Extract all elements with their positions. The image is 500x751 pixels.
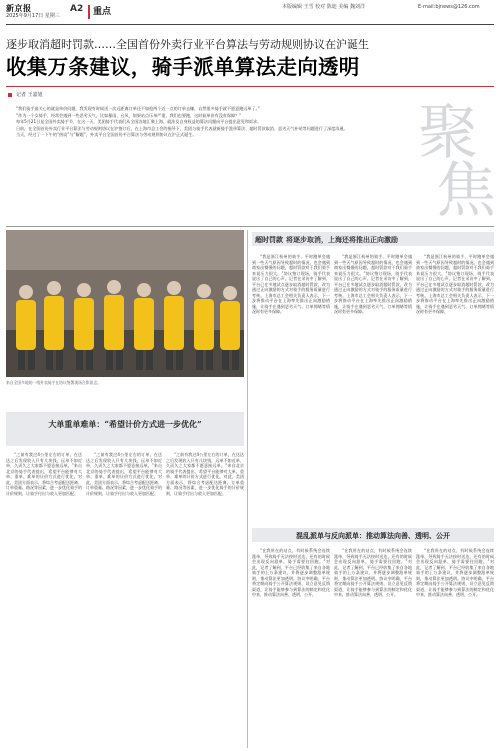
photo-caption: 来自全国多地的一线外卖骑手在协议签署现场合影留念。	[6, 380, 101, 385]
headline-kicker: 逐步取消超时罚款……全国首份外卖行业平台算法与劳动规则协议在沪诞生	[6, 38, 369, 51]
section3-text: “在我所在的站点，有时候系统会连续派单，导致骑手无法按时送达，还有的时候会出现反向派单，骑手需要往回跑。”对此，记者了解到，平台已经收集了来自各地骑手的上万条建议，并将逐步调整派单规则，推动算法更加透明。协议中明确，平台将定期向骑手公开算法规则，设立意见反馈渠道，让骑手能够参与到算法的制定和优化中来，推动算法向善、透明、公开。	[334, 548, 412, 598]
lead-text	[8, 106, 408, 198]
section1-text: “我是浙江杭州的骑手，平时跑单会遇到一些天气原因导致超时的情况，也会遇到商家出餐慢的问题，超时罚款对于我们骑手来说压力很大。”协议签订现场，骑手代表说出了自己的心声。记者在采访中了解到，平台已在多地试点逐步取消超时罚款，改为通过正向激励的方式对骑手的服务质量进行考核。上海市总工会相关负责人表示，下一步将推动平台在上海率先推出正向激励措施，让骑手在遇到恶劣天气、订单拥堵等情况时有更多保障。	[334, 254, 412, 315]
masthead-rule	[6, 24, 494, 25]
page-code: A2	[70, 4, 84, 14]
lead-paragraph: “我们骑手最关心的就是单价问题，我发现有时候送一次远距离订单还不如抢两个近一点的订单去赚，自然很多骑手就不愿意跑远单了。”	[16, 106, 260, 111]
lead-paragraph: “作为一个女骑手，经常会遇到一些恶劣天气，比如暴雨、台风，如果站点压单严重，我们也要跑，这时候单价有没有保障？”	[16, 112, 242, 118]
section-label: 重点	[93, 7, 112, 17]
group-photo-illustration	[6, 230, 244, 377]
section1-tag: 超时罚款	[255, 235, 283, 244]
section3-title: 混乱派单与反向派单：推动算法向善、透明、公开	[296, 531, 450, 540]
section1-col-2	[334, 254, 412, 524]
section3-text: “在我所在的站点，有时候系统会连续派单，导致骑手无法按时送达，还有的时候会出现反向派单，骑手需要往回跑。”对此，记者了解到，平台已经收集了来自各地骑手的上万条建议，并将逐步调整派单规则，推动算法更加透明。协议中明确，平台将定期向骑手公开算法规则，设立意见反馈渠道，让骑手能够参与到算法的制定和优化中来，推动算法向善、透明、公开。	[252, 548, 330, 598]
editor-credits: 本版编辑 王雪 校对 陈迪 美编 魏刘洋	[282, 4, 365, 10]
column-divider	[247, 230, 248, 748]
newspaper-logo: 新京报	[6, 3, 32, 13]
section3-col-3	[416, 548, 494, 748]
byline: 记者 王嘉旭	[16, 92, 43, 98]
issue-date: 2025年9月17日 星期三	[6, 13, 60, 19]
headline-main: 收集万条建议，骑手派单算法走向透明	[6, 55, 360, 79]
section-divider	[88, 5, 90, 19]
watermark-char-1: 聚	[418, 98, 478, 168]
contact-email: E-mail:bjnews@126.com	[418, 4, 480, 10]
lead-paragraph: 日前，在全国首份外卖行业平台算法与劳动规则协议在沪签订后，在上海市总工会的指导下，美团与骑手代表就新骑手派单算法、超时罚款取消、恶劣天气补贴等问题进行了深度沟通。	[16, 125, 348, 131]
section1-col-1	[252, 254, 330, 524]
section2-col-1	[6, 452, 82, 748]
section2-text: “之前有我过4公里左右的订单，在送达之后发现收入只有几块钱，远单不如近单，久而久之大家都不愿意接远单。”来自北京的骑手代表提出，希望平台能够对大单、重单、难单的计价方式进行优化。对此，美团方面表示，将综合考虑配送距离、订单重量、路况等因素，进一步优化骑手的计价规则，让骑手付出与收入更加匹配。	[86, 452, 162, 496]
group-photo	[6, 230, 244, 377]
section2-col-2	[86, 452, 162, 748]
section1-col-3	[416, 254, 494, 524]
lead-paragraph: 当天，经过了一下午的“热谈”与“解题”，外卖平台全国首份平台算法与劳动规则协议在沪正式诞生。	[16, 132, 197, 138]
section2-text: “之前有我过4公里左右的订单，在送达之后发现收入只有几块钱，远单不如近单，久而久之大家都不愿意接远单。”来自北京的骑手代表提出，希望平台能够对大单、重单、难单的计价方式进行优化。对此，美团方面表示，将综合考虑配送距离、订单重量、路况等因素，进一步优化骑手的计价规则，让骑手付出与收入更加匹配。	[6, 452, 82, 496]
section3-col-2	[334, 548, 412, 748]
section1-text: “我是浙江杭州的骑手，平时跑单会遇到一些天气原因导致超时的情况，也会遇到商家出餐慢的问题，超时罚款对于我们骑手来说压力很大。”协议签订现场，骑手代表说出了自己的心声。记者在采访中了解到，平台已在多地试点逐步取消超时罚款，改为通过正向激励的方式对骑手的服务质量进行考核。上海市总工会相关负责人表示，下一步将推动平台在上海率先推出正向激励措施，让骑手在遇到恶劣天气、订单拥堵等情况时有更多保障。	[252, 254, 330, 315]
lead-rule	[6, 226, 494, 227]
watermark-char-2: 焦	[436, 156, 496, 226]
lead-paragraph: 每年5月21日是全国外卖骑手节，在这一天，美团骑手代表们从全国各地汇聚上海，就涉及自身权益的算法问题向平台提出意见和诉求。	[16, 119, 262, 125]
masthead	[0, 0, 500, 24]
section2-text: “之前有我过4公里左右的订单，在送达之后发现收入只有几块钱，远单不如近单，久而久之大家都不愿意接远单。”来自北京的骑手代表提出，希望平台能够对大单、重单、难单的计价方式进行优化。对此，美团方面表示，将综合考虑配送距离、订单重量、路况等因素，进一步优化骑手的计价规则，让骑手付出与收入更加匹配。	[166, 452, 244, 496]
section1-text: “我是浙江杭州的骑手，平时跑单会遇到一些天气原因导致超时的情况，也会遇到商家出餐慢的问题，超时罚款对于我们骑手来说压力很大。”协议签订现场，骑手代表说出了自己的心声。记者在采访中了解到，平台已在多地试点逐步取消超时罚款，改为通过正向激励的方式对骑手的服务质量进行考核。上海市总工会相关负责人表示，下一步将推动平台在上海率先推出正向激励措施，让骑手在遇到恶劣天气、订单拥堵等情况时有更多保障。	[416, 254, 494, 315]
section3-col-1	[252, 548, 330, 748]
section3-text: “在我所在的站点，有时候系统会连续派单，导致骑手无法按时送达，还有的时候会出现反向派单，骑手需要往回跑。”对此，记者了解到，平台已经收集了来自各地骑手的上万条建议，并将逐步调整派单规则，推动算法更加透明。协议中明确，平台将定期向骑手公开算法规则，设立意见反馈渠道，让骑手能够参与到算法的制定和优化中来，推动算法向善、透明、公开。	[416, 548, 494, 598]
section2-col-3	[166, 452, 244, 748]
section1-title: 将逐步取消，上海还将推出正向激励	[286, 235, 398, 244]
headline-rule	[6, 86, 494, 87]
byline-marker	[8, 93, 12, 97]
section2-title: 大单重单难单：“希望计价方式进一步优化”	[48, 419, 202, 429]
